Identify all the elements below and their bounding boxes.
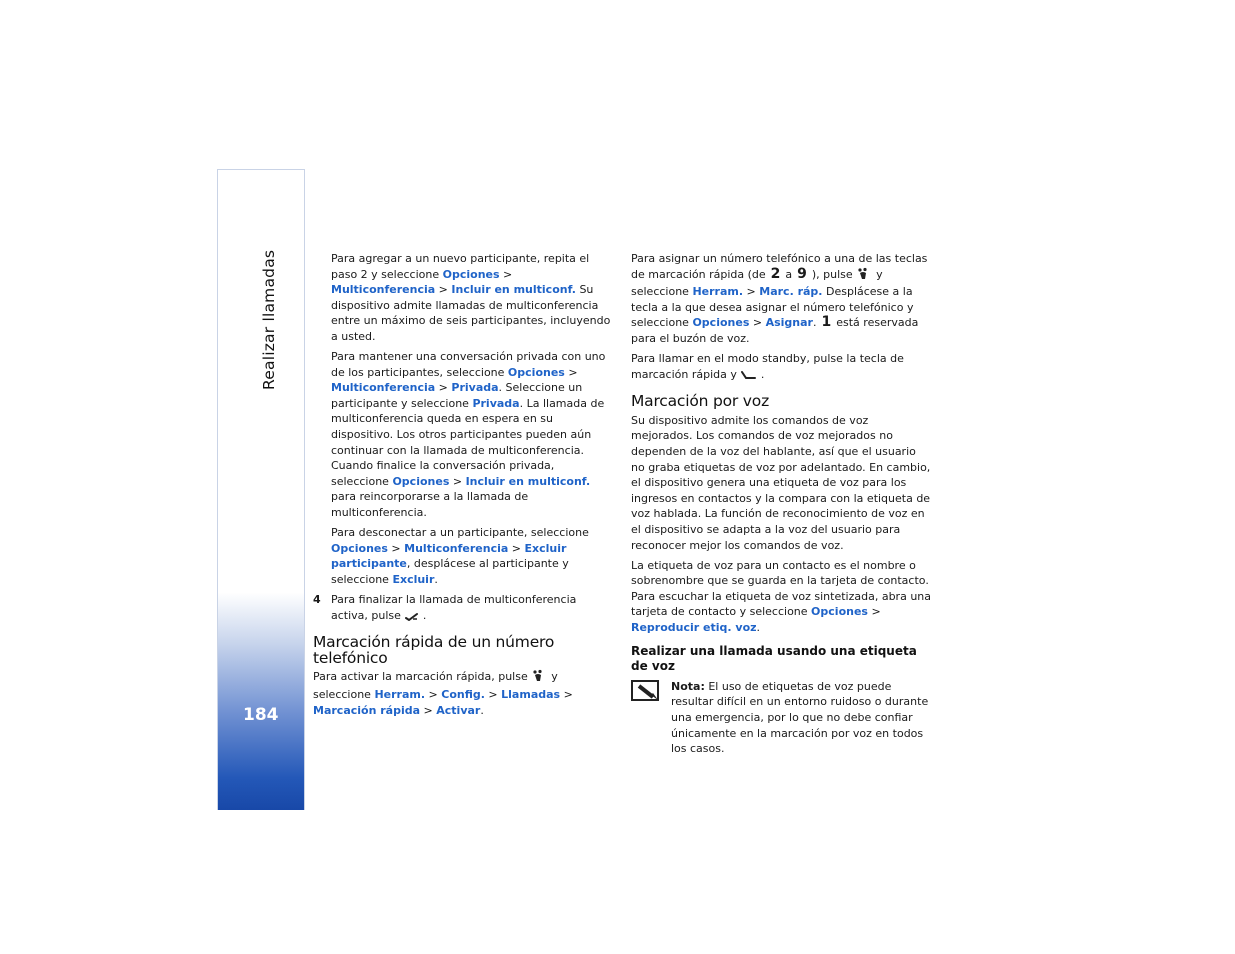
- key-2: 2: [770, 265, 781, 282]
- link-opciones[interactable]: Opciones: [442, 267, 500, 281]
- link-activar[interactable]: Activar: [436, 703, 481, 717]
- link-multiconferencia[interactable]: Multiconferencia: [331, 381, 436, 395]
- note-pencil-icon: [631, 680, 661, 707]
- link-incluir-en-multiconf[interactable]: Incluir en multiconf.: [451, 283, 576, 297]
- link-marc-rap[interactable]: Marc. ráp.: [759, 285, 823, 299]
- chapter-title: Realizar llamadas: [260, 249, 278, 390]
- link-config[interactable]: Config.: [441, 687, 485, 701]
- link-excluir-participante[interactable]: Excluir participante: [331, 541, 567, 571]
- paragraph-private-conversation: Para mantener una conversación privada con uno de los participantes, seleccione Opciones > Multiconferencia > Privada. Seleccione un participante y seleccione Privada. La llamada de multiconferencia queda en espera en su dispositivo. Los otros participantes pueden aún continuar con la llamada de multiconferencia. Cuando finalice la conversación privada, seleccione Opciones > Incluir en multiconf. para reincorporarse a la llamada de multiconferencia.: [331, 350, 606, 519]
- subheading-voice-tag-call: Realizar una llamada usando una etiqueta de voz: [631, 643, 917, 674]
- link-excluir[interactable]: Excluir: [392, 572, 435, 586]
- heading-speed-dial: Marcación rápida de un número telefónico: [313, 633, 555, 667]
- paragraph-disconnect-participant: Para desconectar a un participante, seleccione Opciones > Multiconferencia > Excluir participante, desplácese al participante y seleccione Excluir.: [331, 526, 589, 586]
- paragraph-assign-speed-dial: Para asignar un número telefónico a una de las teclas de marcación rápida (de 2 a 9 ), pulse y seleccione Herram. > Marc. ráp. Desplácese a la tecla a la que desea asignar el número telefónico y seleccione Opciones > Asignar. 1 está reservada para el buzón de voz.: [631, 252, 928, 345]
- step-4: 4 Para finalizar la llamada de multiconferencia activa, pulse .: [313, 592, 613, 625]
- link-opciones[interactable]: Opciones: [811, 605, 868, 619]
- link-opciones[interactable]: Opciones: [507, 365, 565, 379]
- paragraph-activate-speed-dial: Para activar la marcación rápida, pulse y seleccione Herram. > Config. > Llamadas > Marcación rápida > Activar.: [313, 670, 573, 717]
- call-key-icon: [741, 369, 757, 385]
- link-privada[interactable]: Privada: [472, 396, 520, 410]
- paragraph-voice-commands: Su dispositivo admite los comandos de voz mejorados. Los comandos de voz mejorados no dependen de la voz del hablante, así que el usuario no graba etiquetas de voz por adelantado. En cambio, el dispositivo genera una etiqueta de voz para los ingresos en contactos y la compara con la etiqueta de voz hablada. La función de reconocimiento de voz en el dispositivo se adapta a la voz del usuario para reconocer mejor los comandos de voz.: [631, 413, 931, 552]
- key-1: 1: [821, 314, 832, 331]
- note-block: [631, 679, 933, 757]
- link-reproducir-etiq-voz[interactable]: Reproducir etiq. voz: [631, 621, 757, 635]
- link-incluir-en-multiconf[interactable]: Incluir en multiconf.: [465, 474, 591, 488]
- link-opciones[interactable]: Opciones: [692, 316, 750, 330]
- link-opciones[interactable]: Opciones: [331, 541, 388, 555]
- link-asignar[interactable]: Asignar: [765, 316, 813, 330]
- page-number: 184: [243, 705, 279, 725]
- step-number: 4: [313, 592, 321, 606]
- end-call-key-icon: [405, 610, 419, 626]
- link-herram[interactable]: Herram.: [692, 285, 744, 299]
- link-multiconferencia[interactable]: Multiconferencia: [331, 283, 436, 297]
- note-text: Nota: El uso de etiquetas de voz puede resultar difícil en un entorno ruidoso o durante una emergencia, por lo que no debe confiar únicamente en la marcación por voz en todos los casos.: [671, 679, 929, 756]
- link-herram[interactable]: Herram.: [374, 687, 426, 701]
- paragraph-voice-tag: La etiqueta de voz para un contacto es el nombre o sobrenombre que se guarda en la tarjeta de contacto. Para escuchar la etiqueta de voz sintetizada, abra una tarjeta de contacto y seleccione Opciones > Reproducir etiq. voz.: [631, 558, 932, 635]
- paragraph-add-participant: Para agregar a un nuevo participante, repita el paso 2 y seleccione Opciones > Multiconferencia > Incluir en multiconf. Su dispositivo admite llamadas de multiconferencia entre un máximo de seis participantes, incluyendo a usted.: [331, 252, 611, 343]
- right-column: [631, 251, 933, 761]
- heading-voice-dial: Marcación por voz: [631, 392, 769, 411]
- left-column: [313, 251, 613, 723]
- link-opciones[interactable]: Opciones: [392, 474, 450, 488]
- link-llamadas[interactable]: Llamadas: [501, 687, 561, 701]
- menu-key-icon: [532, 669, 544, 687]
- menu-key-icon: [857, 267, 869, 285]
- paragraph-standby-call: Para llamar en el modo standby, pulse la tecla de marcación rápida y .: [631, 351, 933, 384]
- key-9: 9: [797, 265, 807, 282]
- link-marcacion-rapida[interactable]: Marcación rápida: [313, 703, 421, 717]
- link-multiconferencia[interactable]: Multiconferencia: [404, 541, 509, 555]
- link-privada[interactable]: Privada: [451, 381, 499, 395]
